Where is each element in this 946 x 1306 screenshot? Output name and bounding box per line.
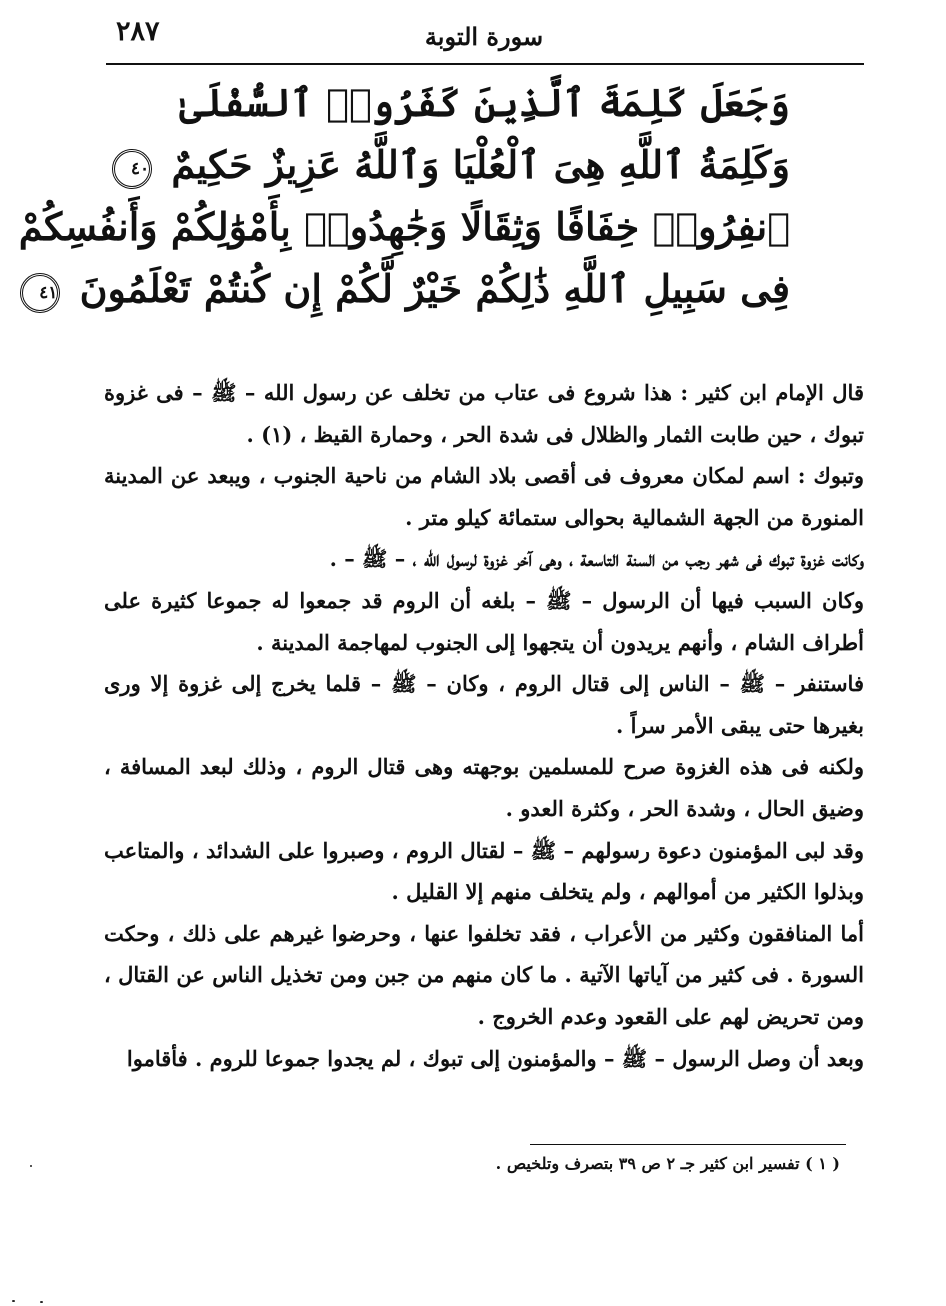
- page-header: [106, 14, 862, 60]
- quran-verses: [18, 72, 790, 320]
- verse-text: ٱنفِرُوا۟ خِفَافًا وَثِقَالًا وَجَٰهِدُوا۟ بِأَمْوَٰلِكُمْ وَأَنفُسِكُمْ: [18, 204, 790, 249]
- footnote: ( ١ ) تفسير ابن كثير جـ ٢ ص ٣٩ بتصرف وتلخيص .: [495, 1154, 840, 1173]
- paragraph: أما المنافقون وكثير من الأعراب ، فقد تخلفوا عنها ، وحرضوا غيرهم على ذلك ، وحكت السورة . فى كثير من آياتها الآتية . ما كان منهم من جبن ومن تخذيل الناس عن القتال ، ومن تحريض لهم على القعود وعدم الخروج .: [104, 920, 864, 1029]
- verse-line-2: [130, 134, 790, 196]
- paragraph: وبعد أن وصل الرسول – ﷺ – والمؤمنون إلى تبوك ، لم يجدوا جموعا للروم . فأقاموا: [126, 1045, 864, 1071]
- verse-text: وَكَلِمَةُ ٱللَّهِ هِىَ ٱلْعُلْيَا وَٱللَّهُ عَزِيزٌ حَكِيمٌ: [171, 142, 790, 187]
- paragraph: قال الإمام ابن كثير : هذا شروع فى عتاب من تخلف عن رسول الله – ﷺ – فى غزوة تبوك ، حين طابت الثمار والظلال فى شدة الحر ، وحمارة القيظ ، (١) .: [104, 380, 864, 447]
- paragraph: وقد لبى المؤمنون دعوة رسولهم – ﷺ – لقتال الروم ، وصبروا على الشدائد ، والمتاعب وبذلوا الكثير من أموالهم ، ولم يتخلف منهم إلا القليل .: [104, 837, 864, 905]
- verse-text: فِى سَبِيلِ ٱللَّهِ ذَٰلِكُمْ خَيْرٌ لَّكُمْ إِن كُنتُمْ تَعْلَمُونَ: [79, 266, 790, 311]
- paragraph: ولكنه فى هذه الغزوة صرح للمسلمين بوجهته وهى قتال الروم ، وذلك لبعد المسافة ، وضيق الحال ، وشدة الحر ، وكثرة العدو .: [104, 754, 864, 821]
- surah-name: سورة التوبة: [424, 22, 544, 51]
- scan-speck: [40, 1301, 43, 1303]
- footnote-divider: [530, 1144, 846, 1145]
- paragraph: وتبوك : اسم لمكان معروف فى أقصى بلاد الشام من ناحية الجنوب ، ويبعد عن المدينة المنورة من الجهة الشمالية بحوالى ستمائة كيلو متر .: [104, 463, 864, 530]
- ayah-number-marker: ٤٠: [112, 149, 152, 189]
- verse-line-3: [18, 196, 790, 258]
- paragraph: وكان السبب فيها أن الرسول – ﷺ – بلغه أن الروم قد جمعوا له جموعا كثيرة على أطراف الشام ، وأنهم يريدون أن يتجهوا إلى الجنوب لمهاجمة المدينة .: [104, 587, 864, 655]
- page-number: ٢٨٧: [116, 16, 160, 47]
- verse-text: وَجَعَلَ كَلِمَةَ ٱلَّذِينَ كَفَرُوا۟ ٱلسُّفْلَىٰ: [179, 80, 790, 125]
- header-divider: [106, 63, 864, 65]
- paragraph: وكانت غزوة تبوك فى شهر رجب من السنة التاسعة ، وهى آخر غزوة لرسول الله ، – ﷺ – .: [329, 546, 864, 572]
- paragraph: فاستنفر – ﷺ – الناس إلى قتال الروم ، وكان – ﷺ – قلما يخرج إلى غزوة إلا ورى بغيرها حتى يبقى الأمر سراً .: [104, 671, 864, 738]
- commentary-text: [104, 372, 864, 1079]
- verse-line-4: [39, 258, 790, 320]
- verse-line-1: [180, 72, 790, 134]
- scan-speck: [30, 1165, 32, 1167]
- ayah-number-marker: ٤١: [20, 273, 60, 313]
- scan-speck: [12, 1300, 15, 1302]
